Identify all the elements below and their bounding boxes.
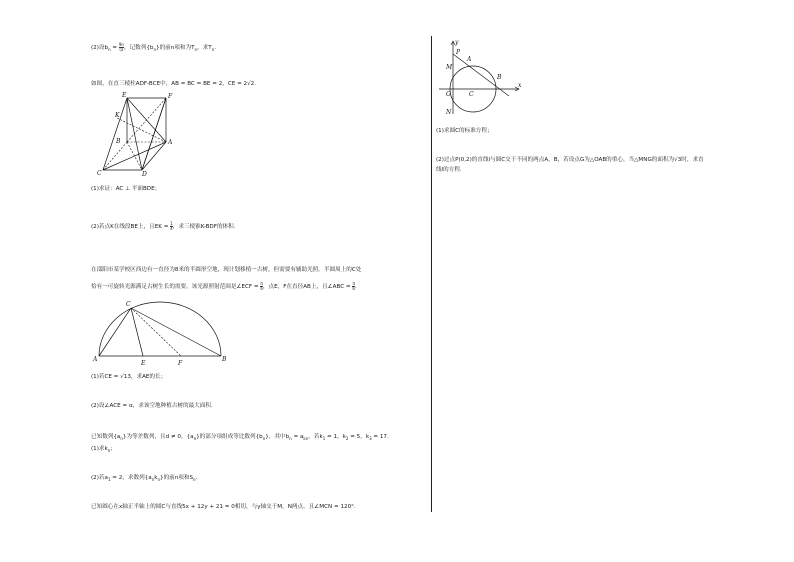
prism-label-k: K	[115, 112, 120, 119]
prism-figure	[95, 92, 185, 176]
semi-label-c: C	[126, 301, 131, 308]
prism-label-a: A	[168, 139, 173, 146]
prism-label-c: C	[97, 170, 102, 177]
circle-label-y: y	[455, 39, 459, 46]
semicircle-figure	[93, 296, 228, 366]
q5-part2-line1: (2)过点P(0,2)的直线l与圆C交于不同的两点A，B，若设点G为△OAB的重心，当△MNG的面积为√3时，求直	[436, 157, 704, 163]
prism-label-f: F	[168, 93, 173, 100]
circle-label-x: x	[518, 82, 522, 89]
q4-part2: (2)若$a_1 = 2$，求数列$\{a_nk_n\}$的前n项和$S_n$.	[91, 475, 198, 483]
circle-label-a: A	[467, 56, 472, 63]
q5-part1: (1)求圆C的标准方程；	[436, 128, 493, 134]
circle-label-b: B	[497, 74, 502, 81]
q2-part1: (1)求证：AC ⊥ 平面BDE；	[91, 186, 161, 192]
q3-part2: (2)设∠ACE = α，求该空地种植古树的最大面积.	[91, 403, 213, 409]
prism-label-d: D	[142, 171, 147, 178]
q2-intro: 如图，在直三棱柱ADF-BCE中，AB = BC = BE = 2，CE = 2√2.	[91, 81, 256, 87]
circle-label-m: M	[446, 64, 453, 71]
q3-line2: 恰有一可旋转光源满足古树生长的需要，该光源照射范围是∠ECF = $\frac{\pi}{6}$ ，点E，F在直径AB上，且∠ABC = $\frac{\pi}{6}$ .	[91, 281, 357, 291]
q3-part1: (1)若CE = √13，求AE的长；	[91, 374, 167, 380]
q5-part2-line2: 线l的方程.	[436, 167, 462, 173]
q2-part2: (2)若点K在线段BE上，且EK = $\frac{1}{4}$ ，求三棱锥K-BDF的体积.	[91, 221, 236, 231]
q1-part2: (2)设$b_n$ = $\frac{9n}{(a}$ ，记数列$\{b_n\}$的前n项和为$T_n$，求$T_n$.	[91, 42, 216, 53]
q4-part1: (1)求$k_n$；	[91, 446, 116, 454]
prism-label-b: B	[116, 138, 121, 145]
circle-label-n: N	[446, 109, 452, 116]
semi-label-a: A	[93, 356, 98, 363]
semi-label-f: F	[178, 360, 183, 367]
circle-label-p: P	[456, 49, 461, 56]
circle-figure	[437, 40, 527, 116]
q4-intro: 已知数列$\{a_n\}$为等差数列，且d ≠ 0，$\{a_n\}$的部分项组成等比数列$\{b_n\}$，其中$b_n = a_{kn}$，若$k_1 = 1$，$k_2 = 5$，$k_3 = 17$.	[91, 434, 389, 442]
circle-label-c: C	[469, 91, 474, 98]
semi-label-b: B	[222, 356, 227, 363]
semi-label-e: E	[141, 360, 146, 367]
circle-label-o: O	[446, 91, 451, 98]
q3-line1: 在邵阳市某学校区西边有一直径为8米的半圆形空地，现计划移植一古树，但需要有辅助光照。半圆周上的C处	[91, 267, 362, 273]
q1-fraction: $\frac{9n}{(a}$	[118, 42, 124, 52]
prism-label-e: E	[122, 92, 127, 99]
column-divider	[431, 36, 432, 512]
q5-intro: 已知圆心在x轴正半轴上的圆C与直线5x + 12y + 21 = 0相切，与y轴交于M，N两点，且∠MCN = 120°.	[91, 504, 356, 510]
